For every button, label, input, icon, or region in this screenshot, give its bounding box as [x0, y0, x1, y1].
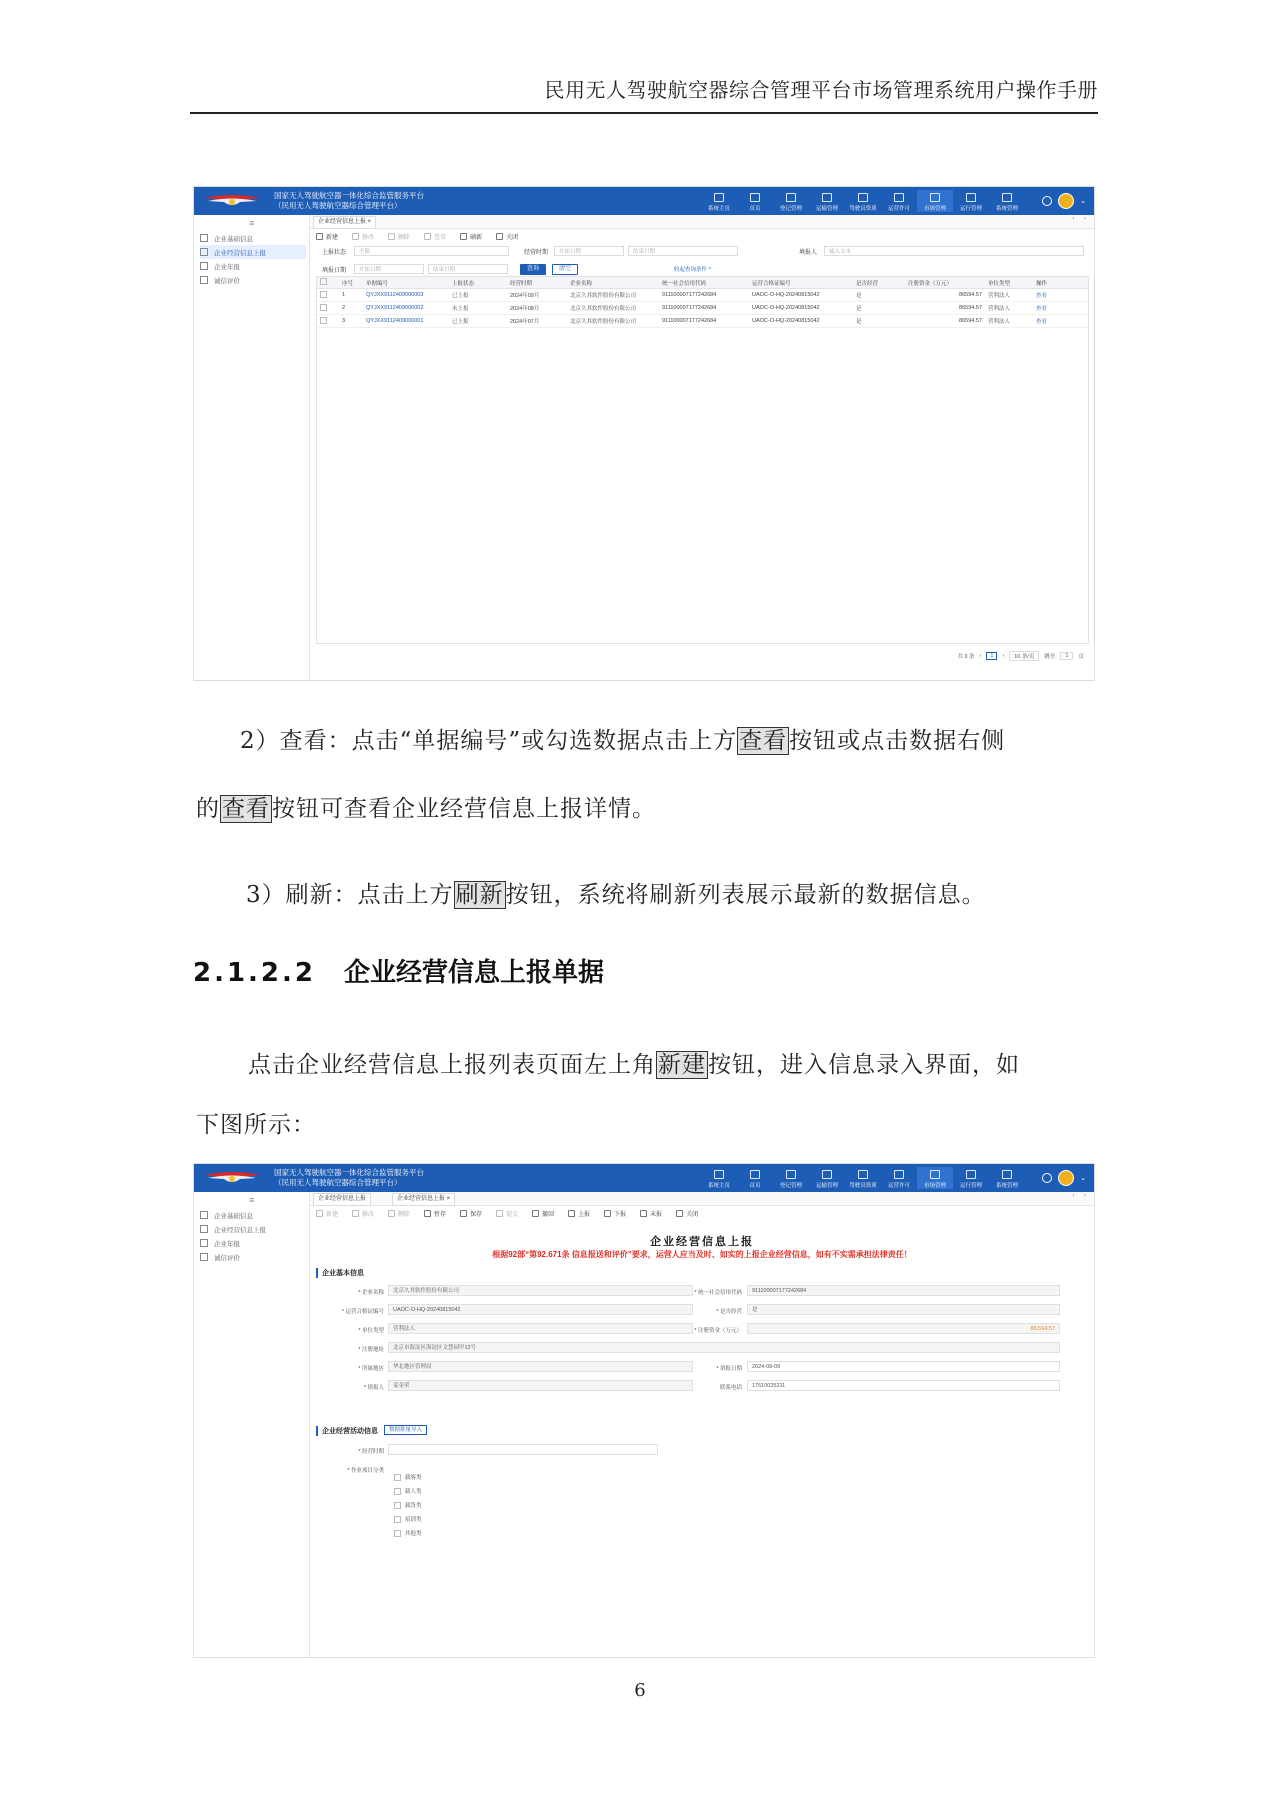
heading-text: 企业经营信息上报单据 — [344, 958, 605, 988]
download-icon — [604, 1210, 611, 1217]
license-number-label: * 运营合格证编号 — [341, 1309, 384, 1315]
license-icon — [894, 1170, 904, 1179]
heading-number: 2.1.2.2 — [193, 958, 316, 988]
nav-market[interactable]: 市场管理 — [917, 190, 953, 212]
tab-business-report[interactable]: 企业经营信息上报 × — [313, 216, 376, 229]
report-table — [316, 276, 1089, 644]
draft-button[interactable]: 暂存 — [424, 1207, 446, 1219]
reporter-field[interactable]: 姜金荣 — [388, 1380, 693, 1391]
trash-icon — [388, 233, 395, 240]
submit-button[interactable]: 提交 — [496, 1207, 518, 1219]
para-view: 2）查看：点击“单据编号”或勾选数据点击上方查看按钮或点击数据右侧 — [240, 728, 1006, 754]
select-all-cell[interactable] — [317, 277, 339, 289]
sidebar — [194, 1192, 310, 1657]
sidebar-item-credit-eval[interactable]: 诚信评价 — [200, 1250, 306, 1264]
credit-code-label: * 统一社会信用代码 — [694, 1290, 742, 1296]
cell-period: 2024年07月 — [507, 315, 567, 328]
checkbox[interactable] — [320, 291, 327, 298]
tab-business-report-list[interactable]: 企业经营信息上报 — [313, 1193, 371, 1206]
nav-home[interactable]: 首页 — [737, 190, 773, 212]
category-label: * 作业项目分类 — [347, 1468, 384, 1474]
para-new-cont: 下图所示： — [196, 1112, 316, 1138]
sidebar-item-business-report[interactable]: 企业经营信息上报 — [200, 1222, 306, 1236]
license-number-field[interactable]: UAOC-O-HQ-20240815042 — [388, 1304, 693, 1315]
monitor-icon — [750, 193, 760, 202]
inline-view-button-2: 查看 — [222, 796, 270, 822]
form-screenshot — [193, 1163, 1095, 1658]
cell-company: 北京久其软件股份有限公司 — [567, 302, 659, 315]
region-field[interactable]: 华北地区管理局 — [388, 1361, 693, 1372]
market-icon — [930, 1170, 940, 1179]
tab-scroll-icon[interactable]: ‹ › — [1072, 1193, 1090, 1199]
not-reported-button[interactable]: 未报 — [640, 1207, 662, 1219]
eye-icon — [424, 233, 431, 240]
table-row[interactable] — [317, 289, 1088, 302]
goto-label: 跳至 — [1044, 654, 1056, 660]
capital-field[interactable]: 86,594.57 — [747, 1323, 1060, 1334]
nav-operation[interactable]: 运行管理 — [953, 1167, 989, 1189]
doc-number-link[interactable]: QYJXX9112409000001 — [363, 315, 449, 328]
plus-icon — [316, 233, 323, 240]
row-view-button[interactable]: 查看 — [1033, 302, 1088, 315]
view-button[interactable]: 查看 — [424, 230, 446, 242]
checkbox[interactable] — [394, 1474, 401, 1481]
cell-index: 1 — [339, 289, 363, 302]
cell-status: 已上报 — [449, 315, 507, 328]
doc-number-link[interactable]: QYJXX9112409000003 — [363, 289, 449, 302]
col-header: 是否经营 — [853, 277, 905, 289]
status-label: 上报状态 — [322, 250, 347, 256]
calendar-icon — [200, 1239, 208, 1247]
list-screenshot — [193, 186, 1095, 681]
fill-date-field[interactable]: 2024-09-09 — [747, 1361, 1060, 1372]
operating-label: * 是否经营 — [716, 1309, 742, 1315]
total-count: 共 3 条 — [957, 654, 975, 660]
folder-icon — [200, 1225, 208, 1233]
fill-date-start-input[interactable]: 开始日期 — [354, 264, 424, 274]
table-header-row — [317, 277, 1088, 289]
category-other[interactable]: 其他类 — [394, 1529, 422, 1537]
brand-text — [274, 191, 424, 211]
legal-warning: 根据92部“第92.671条 信息报送和评价”要求，运营人应当及时、如实的上报企业经营信息，如有不实需承担法律责任！ — [492, 1250, 912, 1259]
prev-page-icon[interactable]: ‹ — [979, 653, 982, 659]
gear-icon — [1002, 1170, 1012, 1179]
address-label: * 注册地址 — [358, 1347, 384, 1353]
nav-system-home[interactable]: 系统主页 — [701, 1167, 737, 1189]
status-select[interactable]: 不限 — [354, 246, 509, 256]
cell-license-number: UAOC-O-HQ-20240815042 — [749, 302, 853, 315]
cell-unit-type: 营利法人 — [985, 302, 1033, 315]
gear-icon — [1002, 193, 1012, 202]
sidebar-item-business-report[interactable]: 企业经营信息上报 — [200, 245, 306, 259]
nav-market[interactable]: 市场管理 — [917, 1167, 953, 1189]
checkbox[interactable] — [394, 1530, 401, 1537]
fill-date-label: 填报日期 — [322, 268, 347, 274]
nav-transport[interactable]: 运输管理 — [809, 1167, 845, 1189]
folder-icon — [200, 248, 208, 256]
inline-refresh-button: 刷新 — [455, 882, 504, 908]
cell-company: 北京久其软件股份有限公司 — [567, 289, 659, 302]
col-header: 注册资金（万元） — [905, 277, 985, 289]
cell-company: 北京久其软件股份有限公司 — [567, 315, 659, 328]
unit-type-label: * 单位类型 — [358, 1328, 384, 1334]
phone-field[interactable]: 17610025211 — [747, 1380, 1060, 1391]
section-heading — [193, 952, 604, 989]
row-view-button[interactable]: 查看 — [1033, 289, 1088, 302]
collapse-filters-link[interactable]: 收起查询条件 ^ — [674, 267, 712, 273]
delete-button[interactable]: 删除 — [388, 230, 410, 242]
capital-label: * 注册资金（万元） — [694, 1328, 742, 1334]
operation-icon — [966, 193, 976, 202]
pagination — [957, 651, 1084, 661]
cell-period: 2024年09月 — [507, 289, 567, 302]
brand-line2: （民用无人驾驶航空器综合管理平台） — [274, 201, 402, 210]
nav-home[interactable]: 首页 — [737, 1167, 773, 1189]
menu-toggle-icon[interactable]: ≡ — [249, 1195, 255, 1205]
document-icon — [786, 1170, 796, 1179]
form-toolbar — [316, 1207, 698, 1219]
cell-license-number: UAOC-O-HQ-20240815042 — [749, 315, 853, 328]
cell-capital: 86594.57 — [905, 289, 985, 302]
page-button[interactable]: 1 — [986, 652, 997, 660]
save-button[interactable]: 保存 — [460, 1207, 482, 1219]
search-icon[interactable] — [1042, 1173, 1052, 1183]
reporter-input[interactable]: 输入文本 — [824, 246, 1084, 256]
cell-operating: 是 — [853, 289, 905, 302]
search-icon[interactable] — [1042, 196, 1052, 206]
col-header: 操作 — [1033, 277, 1088, 289]
monitor-icon — [750, 1170, 760, 1179]
batch-import-button[interactable]: 数据批量导入 — [384, 1425, 427, 1435]
sidebar-item-basic-info[interactable]: 企业基础信息 — [200, 231, 306, 245]
nav-registration[interactable]: 登记管理 — [773, 1167, 809, 1189]
inline-new-button: 新建 — [658, 1052, 706, 1078]
para-new: 点击企业经营信息上报列表页面左上角新建按钮，进入信息录入界面，如 — [248, 1052, 1020, 1078]
cell-unit-type: 营利法人 — [985, 315, 1033, 328]
close-button[interactable]: 关闭 — [676, 1207, 698, 1219]
draft-icon — [424, 1210, 431, 1217]
col-header: 经营时期 — [507, 277, 567, 289]
goto-input[interactable]: 1 — [1060, 652, 1073, 660]
upload-icon — [568, 1210, 575, 1217]
reset-button[interactable]: 清空 — [552, 264, 578, 275]
fill-date-end-input[interactable]: 结束日期 — [428, 264, 508, 274]
report-up-button[interactable]: 上报 — [568, 1207, 590, 1219]
delete-button[interactable]: 删除 — [388, 1207, 410, 1219]
pilot-icon — [858, 1170, 868, 1179]
page-number: 6 — [634, 1680, 646, 1701]
market-icon — [930, 193, 940, 202]
checkbox[interactable] — [394, 1502, 401, 1509]
sidebar-item-basic-info[interactable]: 企业基础信息 — [200, 1208, 306, 1222]
nav-license[interactable]: 运营许可 — [881, 190, 917, 212]
edit-button[interactable]: 修改 — [352, 1207, 374, 1219]
folder-icon — [200, 1211, 208, 1219]
brand-text — [274, 1168, 424, 1188]
nav-system-home[interactable]: 系统主页 — [701, 190, 737, 212]
nav-system[interactable]: 系统管理 — [989, 190, 1025, 212]
doc-number-link[interactable]: QYJXX9112409000002 — [363, 302, 449, 315]
edit-icon — [352, 233, 359, 240]
region-label: * 所属地区 — [358, 1366, 384, 1372]
col-header: 运营合格证编号 — [749, 277, 853, 289]
fill-date-label: * 填报日期 — [716, 1366, 742, 1372]
checkbox[interactable] — [320, 278, 327, 285]
top-nav — [701, 190, 1025, 212]
chevron-down-icon[interactable]: ⌄ — [1080, 198, 1086, 205]
home-icon — [714, 1170, 724, 1179]
checkbox[interactable] — [320, 304, 327, 311]
user-area — [1042, 1170, 1086, 1186]
checkbox[interactable] — [320, 317, 327, 324]
submit-icon — [496, 1210, 503, 1217]
col-header: 统一社会信用代码 — [659, 277, 749, 289]
cell-operating: 是 — [853, 315, 905, 328]
save-icon — [460, 1210, 467, 1217]
chevron-down-icon[interactable]: ⌄ — [1080, 1175, 1086, 1182]
period-field[interactable] — [388, 1444, 658, 1455]
section-basic-info: 企业基本信息 — [316, 1268, 364, 1278]
tab-business-report-form[interactable]: 企业经营信息上报 × — [392, 1193, 455, 1206]
nav-operation[interactable]: 运行管理 — [953, 190, 989, 212]
cell-unit-type: 营利法人 — [985, 289, 1033, 302]
table-row[interactable] — [317, 302, 1088, 315]
table-row[interactable] — [317, 315, 1088, 328]
sidebar — [194, 215, 310, 680]
menu-toggle-icon[interactable]: ≡ — [249, 218, 255, 228]
section-business-activity: 企业经营活动信息 — [316, 1426, 378, 1436]
top-nav — [701, 1167, 1025, 1189]
sidebar-item-annual-report[interactable]: 企业年报 — [200, 1236, 306, 1250]
page-size-select[interactable]: 10 条/页 — [1009, 651, 1039, 661]
plus-icon — [316, 1210, 323, 1217]
undo-icon — [532, 1210, 539, 1217]
plane-icon — [822, 193, 832, 202]
category-passenger[interactable]: 载客类 — [394, 1473, 422, 1481]
cell-period: 2024年08月 — [507, 302, 567, 315]
address-field[interactable]: 北京市海淀区海淀区文慧园甲12号 — [388, 1342, 1060, 1353]
close-icon — [676, 1210, 683, 1217]
toolbar — [316, 230, 518, 242]
document-icon — [786, 193, 796, 202]
nav-pilot[interactable]: 驾驶员资质 — [845, 1167, 881, 1189]
avatar[interactable] — [1058, 193, 1074, 209]
company-name-label: * 企业名称 — [358, 1290, 384, 1296]
top-bar — [194, 1164, 1094, 1192]
user-area — [1042, 193, 1086, 209]
tab-strip — [310, 215, 1094, 229]
search-button[interactable]: 查询 — [520, 264, 546, 275]
cell-capital: 86594.57 — [905, 302, 985, 315]
caac-logo-icon — [202, 1167, 262, 1189]
phone-label: 联系电话 — [719, 1385, 742, 1391]
nav-license[interactable]: 运营许可 — [881, 1167, 917, 1189]
credit-code-field[interactable]: 911100007177242684 — [747, 1285, 1060, 1296]
nav-system[interactable]: 系统管理 — [989, 1167, 1025, 1189]
col-header: 序号 — [339, 277, 363, 289]
cell-operating: 是 — [853, 302, 905, 315]
cell-credit-code: 911100007177242684 — [659, 315, 749, 328]
operation-icon — [966, 1170, 976, 1179]
period-end-input[interactable]: 结束日期 — [628, 246, 738, 256]
calendar-icon — [200, 262, 208, 270]
tab-strip — [310, 1192, 1094, 1206]
period-label: 经营时期 — [524, 250, 549, 256]
caac-logo-icon — [202, 190, 262, 212]
flag-icon — [640, 1210, 647, 1217]
brand-line2: （民用无人驾驶航空器综合管理平台） — [274, 1178, 402, 1187]
sidebar-item-credit-eval[interactable]: 诚信评价 — [200, 273, 306, 287]
withdraw-button[interactable]: 撤回 — [532, 1207, 554, 1219]
top-bar — [194, 187, 1094, 215]
new-button[interactable]: 新建 — [316, 230, 338, 242]
trash-icon — [388, 1210, 395, 1217]
cell-index: 3 — [339, 315, 363, 328]
cell-credit-code: 911100007177242684 — [659, 302, 749, 315]
nav-pilot[interactable]: 驾驶员资质 — [845, 190, 881, 212]
plane-icon — [822, 1170, 832, 1179]
reporter-label: 填报人 — [799, 250, 818, 256]
edit-button[interactable]: 修改 — [352, 230, 374, 242]
avatar[interactable] — [1058, 1170, 1074, 1186]
cell-license-number: UAOC-O-HQ-20240815042 — [749, 289, 853, 302]
nav-registration[interactable]: 登记管理 — [773, 190, 809, 212]
goto-suffix: 页 — [1078, 654, 1084, 660]
new-button[interactable]: 新建 — [316, 1207, 338, 1219]
inline-view-button: 查看 — [739, 728, 788, 754]
para-view-cont: 的查看按钮可查看企业经营信息上报详情。 — [196, 796, 656, 822]
tab-scroll-icon[interactable]: ‹ › — [1072, 216, 1090, 222]
col-header: 企业名称 — [567, 277, 659, 289]
cell-status: 未上报 — [449, 302, 507, 315]
report-down-button[interactable]: 下报 — [604, 1207, 626, 1219]
col-header: 单位类型 — [985, 277, 1033, 289]
cell-status: 已上报 — [449, 289, 507, 302]
pilot-icon — [858, 193, 868, 202]
col-header: 单据编号 — [363, 277, 449, 289]
company-name-field[interactable]: 北京久其软件股份有限公司 — [388, 1285, 693, 1296]
row-view-button[interactable]: 查看 — [1033, 315, 1088, 328]
close-button[interactable]: 关闭 — [496, 230, 518, 242]
unit-type-select[interactable]: 营利法人 — [388, 1323, 693, 1334]
folder-icon — [200, 1253, 208, 1261]
para-refresh: 3）刷新：点击上方刷新按钮，系统将刷新列表展示最新的数据信息。 — [246, 882, 986, 908]
col-header: 上报状态 — [449, 277, 507, 289]
header-title: 民用无人驾驶航空器综合管理平台市场管理系统用户操作手册 — [544, 78, 1098, 102]
refresh-icon — [460, 233, 467, 240]
refresh-button[interactable]: 刷新 — [460, 230, 482, 242]
folder-icon — [200, 234, 208, 242]
category-training[interactable]: 培训类 — [394, 1515, 422, 1523]
cell-capital: 86594.57 — [905, 315, 985, 328]
operating-field[interactable]: 是 — [747, 1304, 1060, 1315]
category-people[interactable]: 载人类 — [394, 1487, 422, 1495]
page-header — [190, 72, 1098, 114]
edit-icon — [352, 1210, 359, 1217]
checkbox[interactable] — [394, 1488, 401, 1495]
brand-line1: 国家无人驾驶航空器一体化综合监管服务平台 — [274, 191, 424, 200]
next-page-icon[interactable]: › — [1002, 653, 1005, 659]
license-icon — [894, 193, 904, 202]
cell-index: 2 — [339, 302, 363, 315]
period-label: * 经营时期 — [358, 1449, 384, 1455]
cell-credit-code: 911100007177242684 — [659, 289, 749, 302]
brand-line1: 国家无人驾驶航空器一体化综合监管服务平台 — [274, 1168, 424, 1177]
reporter-label: * 填报人 — [363, 1385, 384, 1391]
folder-icon — [200, 276, 208, 284]
nav-transport[interactable]: 运输管理 — [809, 190, 845, 212]
checkbox[interactable] — [394, 1516, 401, 1523]
sidebar-item-annual-report[interactable]: 企业年报 — [200, 259, 306, 273]
period-start-input[interactable]: 开始日期 — [554, 246, 624, 256]
close-icon — [496, 233, 503, 240]
form-title: 企业经营信息上报 — [650, 1236, 754, 1248]
category-cargo[interactable]: 载货类 — [394, 1501, 422, 1509]
home-icon — [714, 193, 724, 202]
